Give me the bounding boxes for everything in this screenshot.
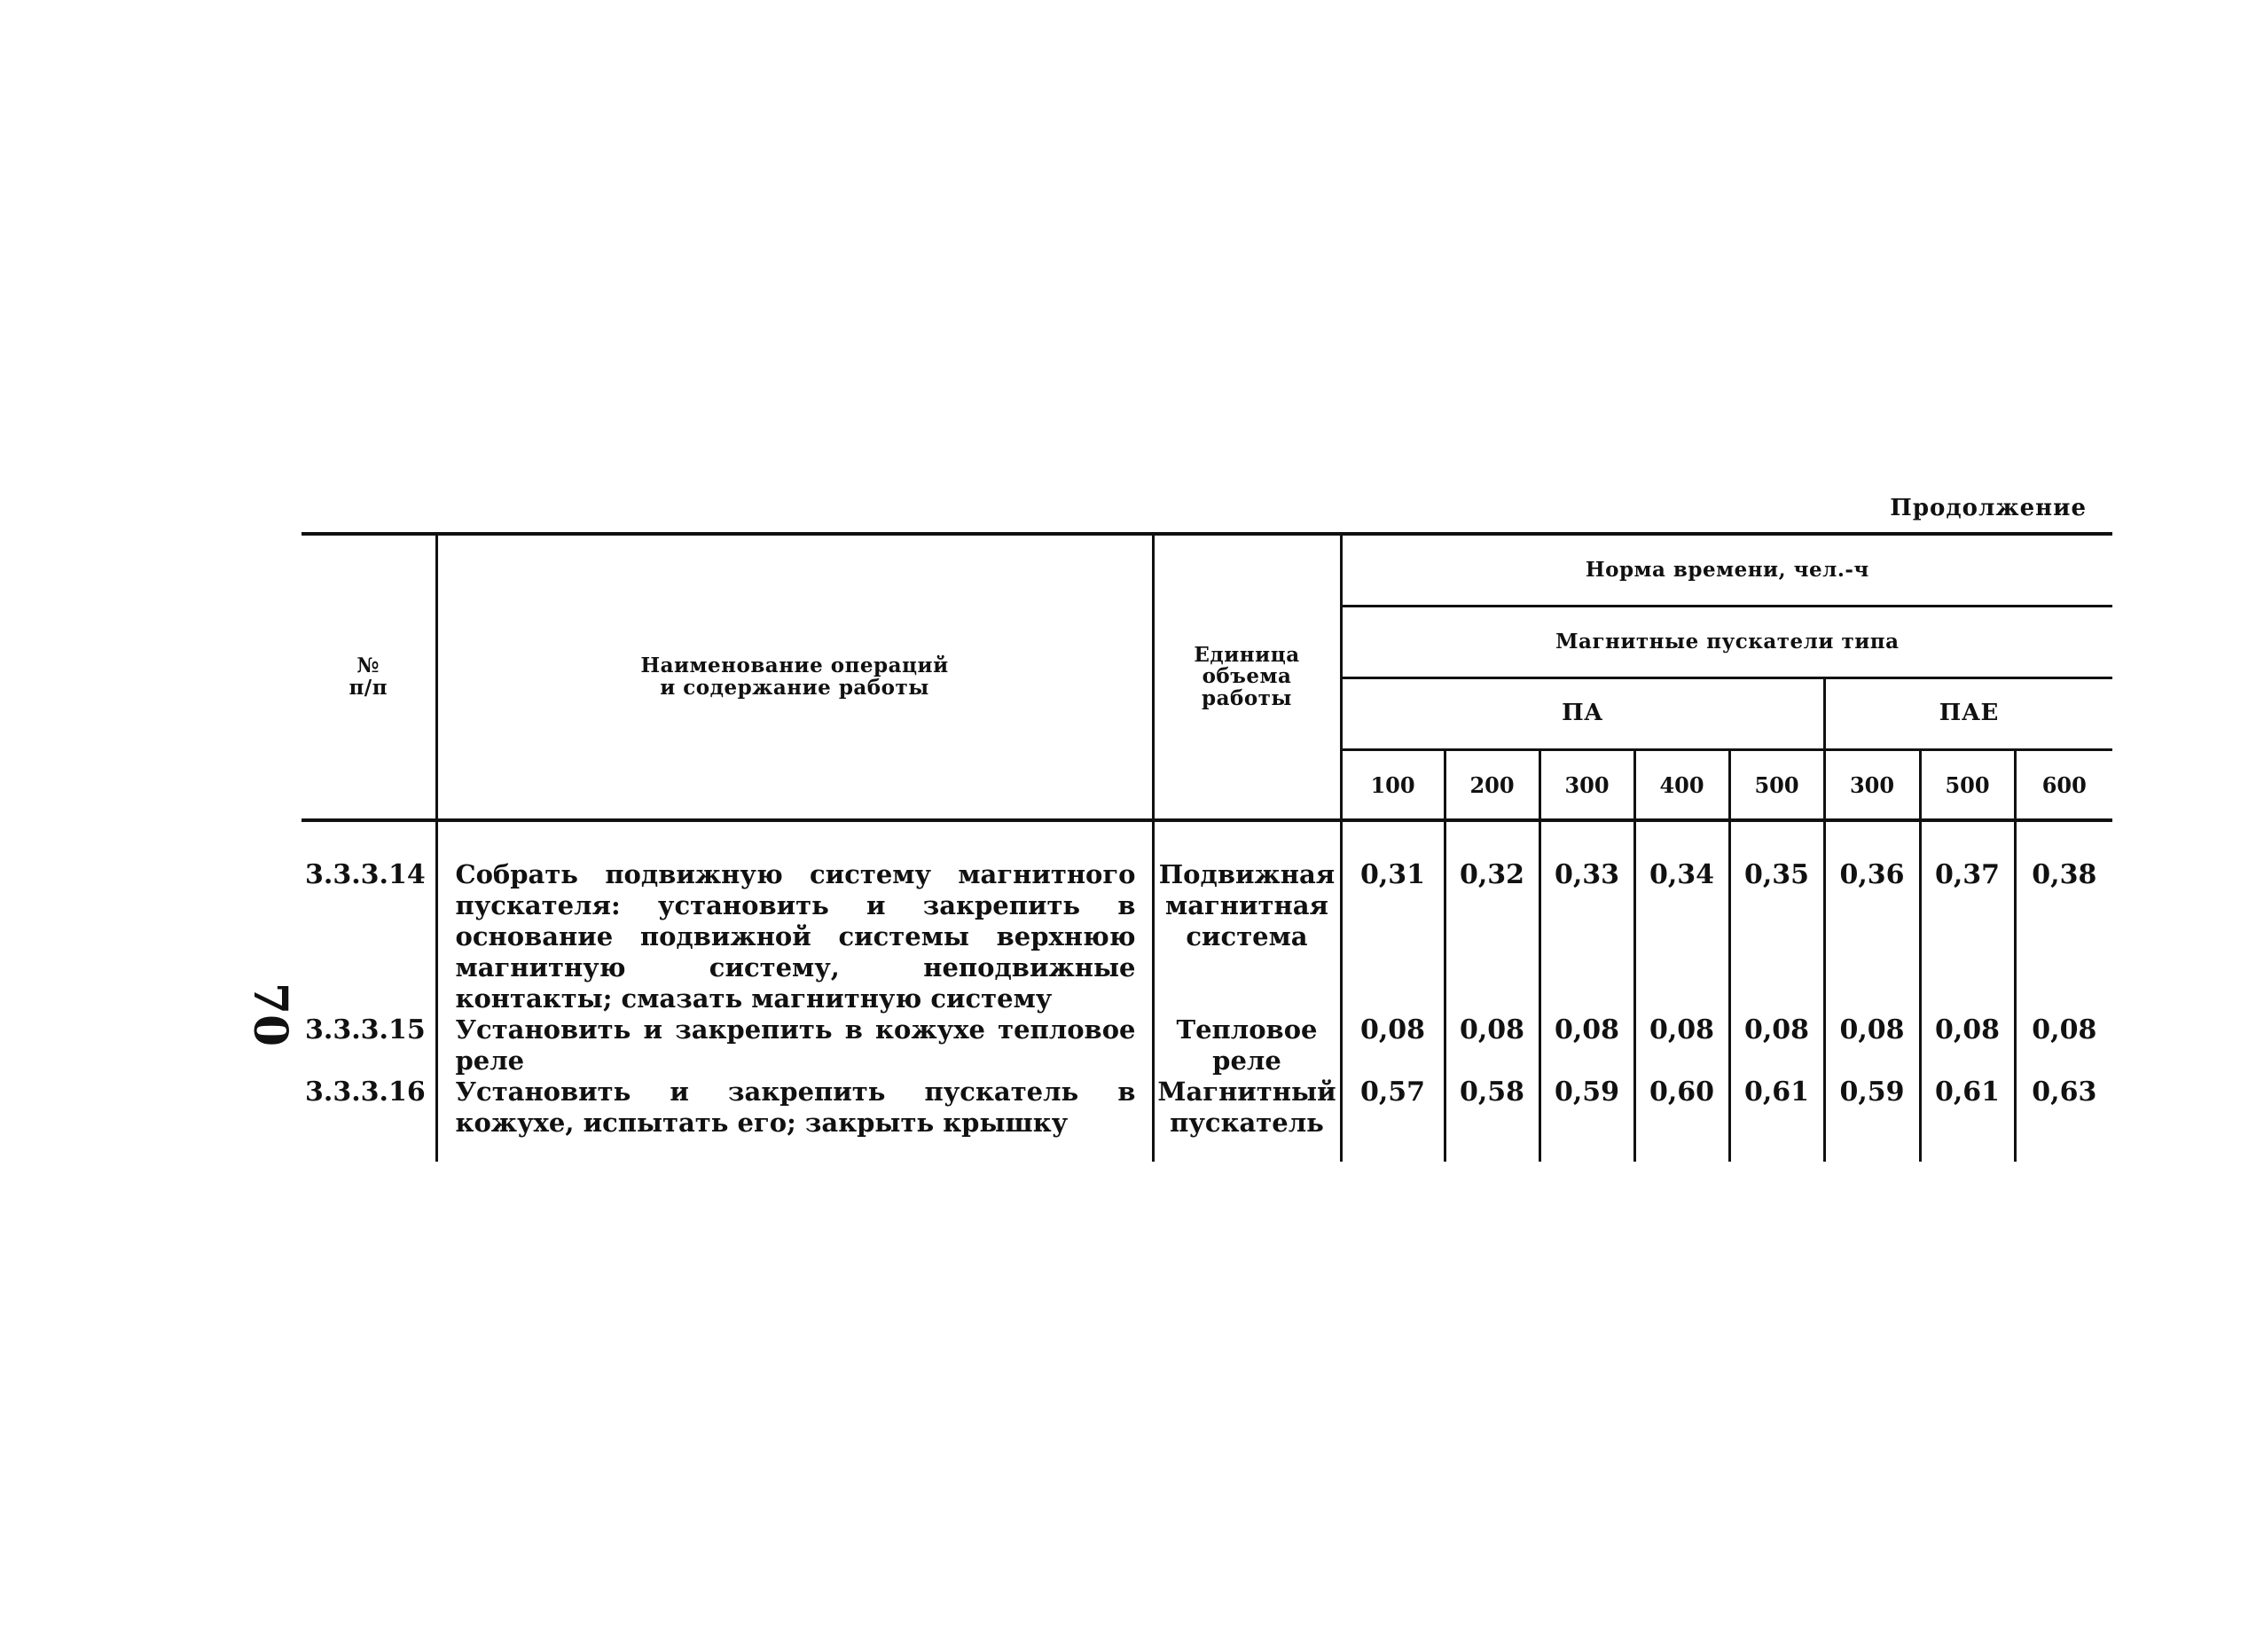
header-type: Магнитные пускатели типа [1341,607,2112,678]
row-value: 0,61 [1920,1077,2015,1139]
norms-table [302,532,2112,1162]
header-size: 600 [2015,750,2112,821]
row-value: 0,31 [1341,859,1445,1014]
row-value: 0,57 [1341,1077,1445,1139]
header-size: 300 [1539,750,1634,821]
row-value: 0,59 [1824,1077,1920,1139]
row-value: 0,35 [1729,859,1824,1014]
row-value: 0,08 [1539,1014,1634,1077]
header-size: 200 [1445,750,1539,821]
header-name: Наименование операций и содержание работы [436,534,1153,820]
row-value: 0,33 [1539,859,1634,1014]
table-row [302,1014,2112,1077]
table-row [302,1077,2112,1139]
row-value: 0,08 [1729,1014,1824,1077]
row-description: Установить и закрепить в кожухе тепловое реле [436,1014,1153,1077]
row-value: 0,34 [1634,859,1729,1014]
row-value: 0,08 [1824,1014,1920,1077]
row-value: 0,58 [1445,1077,1539,1139]
row-value: 0,59 [1539,1077,1634,1139]
row-value: 0,61 [1729,1077,1824,1139]
row-unit: Подвижная магнитная система [1153,859,1341,1014]
row-number: 3.3.3.16 [305,1077,426,1108]
row-number: 3.3.3.15 [305,1014,426,1045]
row-number: 3.3.3.14 [305,859,426,890]
header-norm: Норма времени, чел.-ч [1341,534,2112,607]
header-size: 500 [1729,750,1824,821]
header-size: 100 [1341,750,1445,821]
row-value: 0,38 [2015,859,2112,1014]
header-series-pae: ПАЕ [1824,678,2112,750]
header-size: 400 [1634,750,1729,821]
table-row [302,859,2112,1014]
row-value: 0,32 [1445,859,1539,1014]
row-value: 0,08 [1920,1014,2015,1077]
row-unit: Магнитный пускатель [1153,1077,1341,1139]
row-value: 0,37 [1920,859,2015,1014]
row-value: 0,08 [2015,1014,2112,1077]
row-description: Установить и закрепить пускатель в кожухе, испытать его; закрыть крышку [436,1077,1153,1139]
row-value: 0,08 [1341,1014,1445,1077]
row-description: Собрать подвижную систему магнитного пускателя: установить и закрепить в основание подвижной системы верхнюю магнитную систему, неподвижные контакты; смазать магнитную систему [436,859,1153,1014]
header-size: 500 [1920,750,2015,821]
header-series-pa: ПА [1341,678,1824,750]
row-value: 0,36 [1824,859,1920,1014]
header-size: 300 [1824,750,1920,821]
page-number: 70 [243,982,298,1047]
continuation-label: Продолжение [1890,495,2087,521]
row-value: 0,60 [1634,1077,1729,1139]
header-unit: Единица объема работы [1153,534,1341,820]
row-unit: Тепловое реле [1153,1014,1341,1077]
row-value: 0,08 [1634,1014,1729,1077]
header-num: № п/п [302,534,436,820]
row-value: 0,08 [1445,1014,1539,1077]
row-value: 0,63 [2015,1077,2112,1139]
